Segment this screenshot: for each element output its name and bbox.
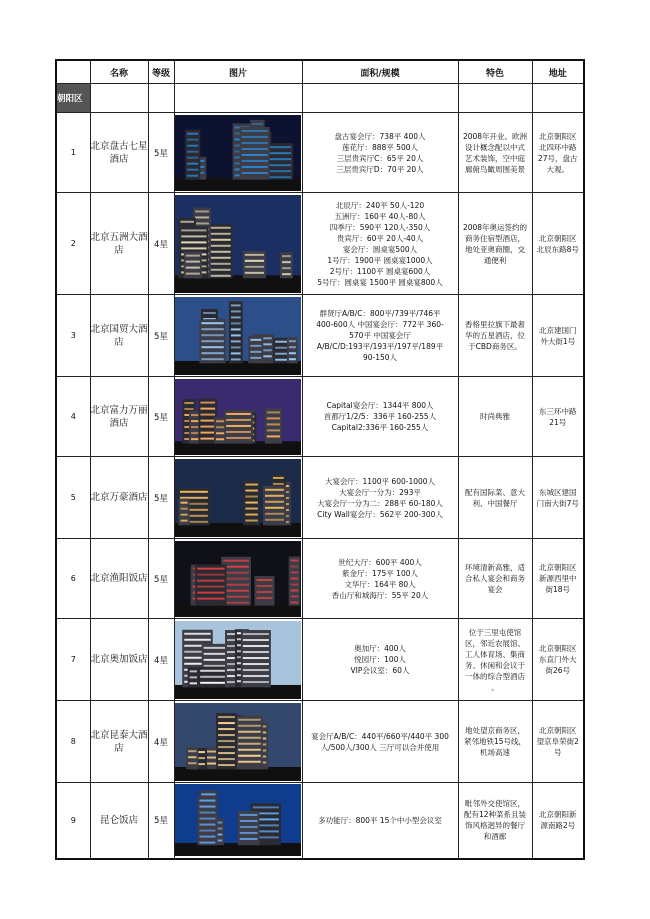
- text-line: 地处亚奥商圈，交: [465, 244, 525, 254]
- text-line: 毗邻外交使馆区，: [465, 799, 525, 809]
- text-line: 北京朝阳新: [539, 810, 577, 820]
- text-line: 利、中国餐厅: [472, 498, 518, 508]
- text-line: 宴会厅：圆桌宴500人: [342, 244, 418, 254]
- text-line: 四季厅：590平 120人-350人: [329, 222, 431, 232]
- text-line: 90-150人: [362, 353, 398, 362]
- text-line: 宴会厅A/B/C：440平/660平/440平 300: [311, 731, 449, 741]
- hotel-size: [302, 457, 458, 539]
- text-line: 紧邻地铁15号线，: [463, 737, 527, 746]
- text-line: VIP会议室：60人: [350, 666, 410, 675]
- text-line: 1号厅：1900平 圆桌宴1000人: [327, 255, 433, 265]
- hotel-address: [532, 113, 584, 193]
- hotel-feature: [458, 619, 532, 701]
- text-line: 贵宾厅：60平 20人-40人: [336, 233, 424, 243]
- region-label: 朝阳区: [56, 84, 90, 113]
- text-line: 街26号: [545, 666, 571, 675]
- text-line: 地处望京商务区，: [465, 726, 525, 735]
- text-line: 一体的综合型酒店: [465, 671, 525, 681]
- text-line: 商务住宿型酒店，: [465, 233, 525, 243]
- text-line: 区，邻近农展馆、: [465, 638, 525, 648]
- text-line: 2008年奥运签约的: [462, 222, 528, 232]
- hotel-address: [532, 619, 584, 701]
- hotel-size: [302, 377, 458, 457]
- hotel-name: 北京渔阳饭店: [90, 539, 148, 619]
- text-line: 27号，盘古: [537, 153, 578, 163]
- row-number: 5: [56, 457, 90, 539]
- text-line: 北辰东路8号: [536, 244, 579, 254]
- header-num: [56, 60, 90, 84]
- text-line: 奥加厅：400人: [354, 644, 406, 653]
- hotel-address: [532, 377, 584, 457]
- text-line: 新源西里中: [539, 574, 577, 583]
- text-line: 盘古宴会厅：738平 400人: [334, 131, 426, 141]
- hotel-size: [302, 113, 458, 193]
- text-line: 。: [491, 682, 499, 692]
- text-line: 多功能厅：800平 15个中小型会议室: [318, 815, 442, 825]
- hotel-address: [532, 457, 584, 539]
- text-line: 宴会: [487, 585, 503, 594]
- hotel-address: [532, 193, 584, 295]
- text-line: 北辰厅：240平 50人-120: [335, 200, 425, 210]
- text-line: 东城区建国: [539, 487, 577, 497]
- hotel-photo-cell: [174, 619, 302, 701]
- text-line: 2008年开业。欧洲: [462, 131, 528, 141]
- hotel-address: [532, 783, 584, 859]
- hotel-address: [532, 295, 584, 377]
- text-line: 东直门外大: [539, 655, 577, 664]
- text-line: 门南大街7号: [536, 498, 579, 508]
- hotel-feature: [458, 539, 532, 619]
- hotel-feature: [458, 783, 532, 859]
- hotel-feature: [458, 701, 532, 783]
- hotel-grade: 5星: [148, 539, 174, 619]
- header-pic: 图片: [174, 60, 302, 84]
- text-line: 东三环中路: [539, 406, 577, 416]
- hotel-photo: [175, 115, 301, 191]
- text-line: 三层贵宾厅C：65平 20人: [336, 153, 424, 163]
- text-line: 21号: [549, 417, 567, 427]
- hotel-feature: [458, 377, 532, 457]
- text-line: Capital宴会厅：1344平 800人: [326, 401, 434, 410]
- text-line: 莲花厅：888平 500人: [341, 142, 418, 152]
- hotel-grade: 4星: [148, 619, 174, 701]
- text-line: 世纪大厅：600平 400人: [338, 557, 422, 567]
- text-line: 北京朝阳区: [539, 131, 577, 141]
- row-number: 4: [56, 377, 90, 457]
- text-line: 570平 中国宴会厅: [349, 331, 411, 340]
- hotel-name: 北京奥加饭店: [90, 619, 148, 701]
- row-number: 6: [56, 539, 90, 619]
- hotel-photo: [175, 703, 301, 781]
- hotel-row: [56, 295, 584, 377]
- hotel-feature: [458, 457, 532, 539]
- row-number: 3: [56, 295, 90, 377]
- hotel-name: 北京富力万丽酒店: [90, 377, 148, 457]
- hotel-address: [532, 701, 584, 783]
- header-row: [56, 60, 584, 84]
- text-line: 机场高速: [480, 748, 510, 757]
- text-line: 香山厅和城海厅：55平 20人: [331, 590, 429, 600]
- text-line: 大宴会厅：1100平 600-1000人: [324, 476, 436, 486]
- hotel-size: [302, 539, 458, 619]
- text-line: 人/500人/300人 三厅可以合并使用: [320, 742, 440, 752]
- text-line: 位于三里屯使馆: [468, 627, 522, 637]
- hotel-size: [302, 295, 458, 377]
- text-line: 三层贵宾厅D：70平 20人: [336, 164, 424, 174]
- hotel-photo: [175, 379, 301, 455]
- text-line: 群贤厅A/B/C：800平/739平/746平: [319, 309, 441, 318]
- text-line: 北京朝阳区: [539, 563, 577, 572]
- text-line: 华的五星酒店，位: [465, 331, 525, 340]
- text-line: 望京阜荣街2: [536, 737, 579, 746]
- text-line: 2号厅：1100平 圆桌宴600人: [329, 266, 431, 276]
- header-name: 名称: [90, 60, 148, 84]
- text-line: 艺术装饰，空中庭: [465, 153, 525, 163]
- header-addr: 地址: [532, 60, 584, 84]
- text-line: 配有国际菜、意大: [465, 487, 525, 497]
- text-line: 北京朝阳区: [539, 726, 577, 735]
- hotel-feature: [458, 295, 532, 377]
- hotel-size: [302, 783, 458, 859]
- text-line: 紫金厅：175平 100人: [341, 568, 418, 578]
- row-number: 1: [56, 113, 90, 193]
- hotel-photo-cell: [174, 701, 302, 783]
- hotel-row: [56, 113, 584, 193]
- hotel-grade: 4星: [148, 701, 174, 783]
- text-line: 时尚典雅: [480, 412, 510, 421]
- text-line: 外大街1号: [540, 336, 576, 346]
- row-number: 8: [56, 701, 90, 783]
- hotel-grade: 5星: [148, 377, 174, 457]
- hotel-size: [302, 701, 458, 783]
- header-feature: 特色: [458, 60, 532, 84]
- row-number: 2: [56, 193, 90, 295]
- hotel-row: [56, 193, 584, 295]
- text-line: 首都厅1/2/5：336平 160-255人: [323, 412, 437, 421]
- text-line: 工人体育场、集商: [465, 649, 525, 659]
- text-line: 通便利: [483, 255, 507, 265]
- hotel-photo: [175, 784, 301, 856]
- hotel-row: [56, 619, 584, 701]
- text-line: 大宴会厅一分为二：288平 60-180人: [317, 498, 443, 508]
- text-line: 环境清新高雅，适: [465, 563, 525, 572]
- row-number: 9: [56, 783, 90, 859]
- hotel-photo: [175, 195, 301, 293]
- text-line: 北京朝阳区: [539, 644, 577, 653]
- text-line: City Wall宴会厅：562平 200-300人: [317, 509, 443, 519]
- hotel-photo-cell: [174, 539, 302, 619]
- text-line: A/B/C/D:193平/193平/197平/189平: [316, 342, 444, 351]
- hotel-size: [302, 619, 458, 701]
- hotel-photo: [175, 541, 301, 617]
- hotel-row: [56, 783, 584, 859]
- text-line: 北京建国门: [539, 325, 577, 335]
- hotel-table: [55, 59, 585, 860]
- hotel-row: [56, 539, 584, 619]
- text-line: 设计概念配以中式: [465, 142, 525, 152]
- hotel-feature: [458, 113, 532, 193]
- hotel-name: 昆仑饭店: [90, 783, 148, 859]
- hotel-grade: 5星: [148, 783, 174, 859]
- text-line: 务、休闲和会议于: [465, 660, 525, 670]
- text-line: 悦园厅：100人: [354, 655, 406, 664]
- header-size: 面积/规模: [302, 60, 458, 84]
- hotel-row: [56, 377, 584, 457]
- text-line: 大宴会厅一分为：293平: [339, 487, 421, 497]
- text-line: 北四环中路: [539, 142, 577, 152]
- row-number: 7: [56, 619, 90, 701]
- text-line: 于CBD商务区。: [468, 342, 522, 351]
- hotel-size: [302, 193, 458, 295]
- hotel-photo: [175, 459, 301, 537]
- hotel-grade: 4星: [148, 193, 174, 295]
- hotel-photo-cell: [174, 783, 302, 859]
- hotel-photo-cell: [174, 295, 302, 377]
- hotel-feature: [458, 193, 532, 295]
- hotel-photo-cell: [174, 377, 302, 457]
- text-line: 号: [554, 748, 562, 757]
- hotel-name: 北京盘古七星酒店: [90, 113, 148, 193]
- text-line: 400-600人 中国宴会厅：772平 360-: [316, 320, 444, 329]
- text-line: 饰风格迥异的餐厅: [465, 821, 525, 831]
- hotel-grade: 5星: [148, 113, 174, 193]
- hotel-name: 北京国贸大酒店: [90, 295, 148, 377]
- text-line: 合私人宴会和商务: [465, 574, 525, 583]
- hotel-address: [532, 539, 584, 619]
- text-line: 大观。: [546, 164, 569, 174]
- text-line: Capital2:336平 160-255人: [331, 423, 429, 432]
- hotel-row: [56, 701, 584, 783]
- hotel-photo-cell: [174, 457, 302, 539]
- hotel-name: 北京五洲大酒店: [90, 193, 148, 295]
- hotel-grade: 5星: [148, 457, 174, 539]
- text-line: 北京朝阳区: [539, 233, 577, 243]
- text-line: 文华厅：164平 80人: [344, 579, 416, 589]
- text-line: 廊俯鸟瞰周围美景: [465, 164, 525, 174]
- text-line: 街18号: [545, 585, 571, 594]
- text-line: 配有12种菜系且装: [463, 810, 527, 820]
- text-line: 5号厅：圆桌宴 1500平 圆桌宴800人: [317, 277, 443, 287]
- header-grade: 等级: [148, 60, 174, 84]
- text-line: 和酒廊: [483, 832, 507, 842]
- region-row: [56, 84, 584, 113]
- hotel-name: 北京昆泰大酒店: [90, 701, 148, 783]
- hotel-name: 北京万豪酒店: [90, 457, 148, 539]
- text-line: 五洲厅：160平 40人-80人: [334, 211, 426, 221]
- hotel-photo-cell: [174, 113, 302, 193]
- text-line: 源南路2号: [540, 821, 576, 831]
- hotel-row: [56, 457, 584, 539]
- hotel-photo: [175, 621, 301, 699]
- text-line: 香格里拉旗下最奢: [465, 320, 525, 329]
- hotel-photo: [175, 297, 301, 375]
- hotel-photo-cell: [174, 193, 302, 295]
- hotel-grade: 5星: [148, 295, 174, 377]
